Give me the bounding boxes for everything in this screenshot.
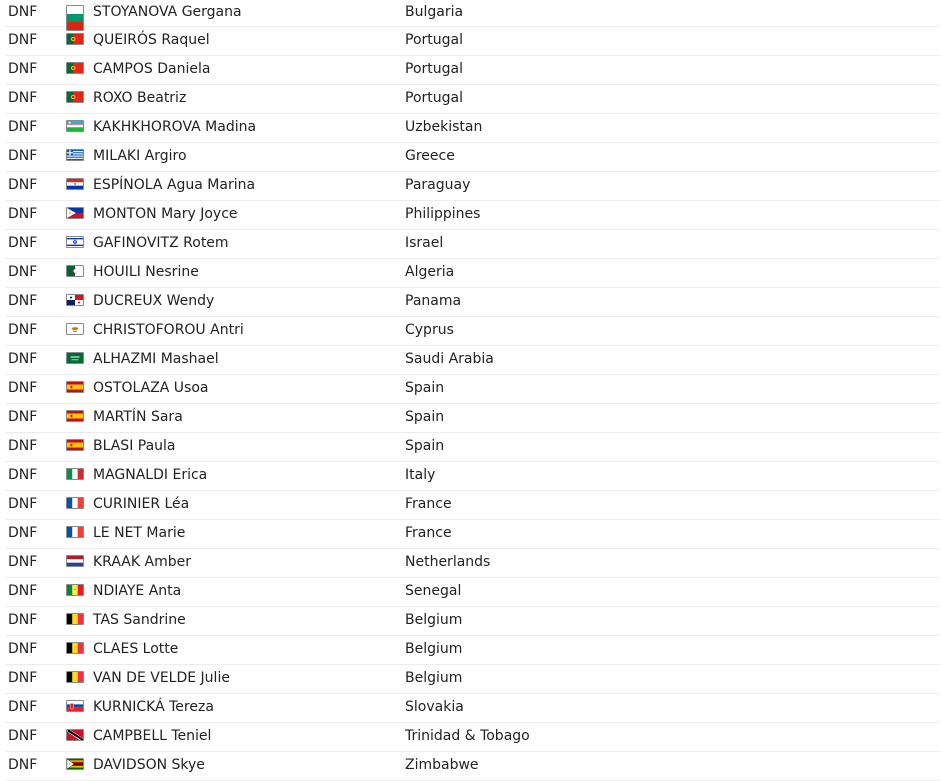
be-flag-icon	[66, 613, 84, 625]
result-position: DNF	[8, 757, 38, 773]
table-row	[6, 375, 940, 404]
fr-flag-icon	[66, 497, 84, 509]
zw-flag-icon	[66, 758, 84, 770]
result-position: DNF	[8, 32, 38, 48]
table-row	[6, 201, 940, 230]
table-row	[6, 491, 940, 520]
table-row	[6, 317, 940, 346]
result-position: DNF	[8, 612, 38, 628]
pt-flag-icon	[66, 91, 84, 103]
table-row	[6, 723, 940, 752]
rider-name-link[interactable]: OSTOLAZA Usoa	[93, 380, 209, 396]
table-row	[6, 607, 940, 636]
table-row	[6, 56, 940, 85]
result-position: DNF	[8, 728, 38, 744]
team-name-link[interactable]: Panama	[405, 293, 462, 309]
result-position: DNF	[8, 670, 38, 686]
team-name-link[interactable]: Paraguay	[405, 177, 471, 193]
result-position: DNF	[8, 525, 38, 541]
rider-name-link[interactable]: QUEIRÓS Raquel	[93, 32, 210, 48]
table-row	[6, 636, 940, 665]
table-row	[6, 549, 940, 578]
rider-name-link[interactable]: CURINIER Léa	[93, 496, 190, 512]
rider-name-link[interactable]: ALHAZMI Mashael	[93, 351, 219, 367]
team-name-link[interactable]: Philippines	[405, 206, 481, 222]
team-name-link[interactable]: France	[405, 525, 452, 541]
team-name-link[interactable]: Algeria	[405, 264, 455, 280]
team-name-link[interactable]: Israel	[405, 235, 444, 251]
result-position: DNF	[8, 177, 38, 193]
table-row	[6, 172, 940, 201]
it-flag-icon	[66, 468, 84, 480]
team-name-link[interactable]: Belgium	[405, 612, 463, 628]
rider-name-link[interactable]: MARTÍN Sara	[93, 409, 183, 425]
sk-flag-icon	[66, 700, 84, 712]
result-position: DNF	[8, 235, 38, 251]
dz-flag-icon	[66, 265, 84, 277]
uz-flag-icon	[66, 120, 84, 132]
result-position: DNF	[8, 90, 38, 106]
result-position: DNF	[8, 61, 38, 77]
team-name-link[interactable]: Greece	[405, 148, 455, 164]
table-row	[6, 433, 940, 462]
table-row	[6, 85, 940, 114]
table-row	[6, 27, 940, 56]
team-name-link[interactable]: Spain	[405, 409, 445, 425]
es-flag-icon	[66, 410, 84, 422]
rider-name-link[interactable]: TAS Sandrine	[93, 612, 186, 628]
result-position: DNF	[8, 496, 38, 512]
pa-flag-icon	[66, 294, 84, 306]
team-name-link[interactable]: Portugal	[405, 32, 463, 48]
rider-name-link[interactable]: ESPÍNOLA Agua Marina	[93, 177, 256, 193]
table-row	[6, 694, 940, 723]
team-name-link[interactable]: Portugal	[405, 61, 463, 77]
result-position: DNF	[8, 438, 38, 454]
table-row	[6, 114, 940, 143]
result-position: DNF	[8, 641, 38, 657]
rider-name-link[interactable]: DAVIDSON Skye	[93, 757, 205, 773]
team-name-link[interactable]: Spain	[405, 438, 445, 454]
table-row	[6, 404, 940, 433]
result-position: DNF	[8, 699, 38, 715]
sn-flag-icon	[66, 584, 84, 596]
table-row	[6, 143, 940, 172]
result-position: DNF	[8, 351, 38, 367]
result-position: DNF	[8, 206, 38, 222]
tt-flag-icon	[66, 729, 84, 741]
table-row	[6, 462, 940, 491]
rider-name-link[interactable]: NDIAYE Anta	[93, 583, 182, 599]
team-name-link[interactable]: Uzbekistan	[405, 119, 483, 135]
rider-name-link[interactable]: VAN DE VELDE Julie	[93, 670, 230, 686]
pt-flag-icon	[66, 62, 84, 74]
rider-name-link[interactable]: GAFINOVITZ Rotem	[93, 235, 229, 251]
rider-name-link[interactable]: MILAKI Argiro	[93, 148, 187, 164]
result-position: DNF	[8, 583, 38, 599]
rider-name-link[interactable]: ROXO Beatriz	[93, 90, 187, 106]
cy-flag-icon	[66, 323, 84, 335]
result-position: DNF	[8, 409, 38, 425]
py-flag-icon	[66, 178, 84, 190]
rider-name-link[interactable]: MONTON Mary Joyce	[93, 206, 238, 222]
team-name-link[interactable]: Portugal	[405, 90, 463, 106]
result-position: DNF	[8, 293, 38, 309]
team-name-link[interactable]: Slovakia	[405, 699, 464, 715]
result-position: DNF	[8, 4, 38, 20]
team-name-link[interactable]: France	[405, 496, 452, 512]
team-name-link[interactable]: Zimbabwe	[405, 757, 479, 773]
team-name-link[interactable]: Bulgaria	[405, 4, 464, 20]
result-position: DNF	[8, 322, 38, 338]
rider-name-link[interactable]: CHRISTOFOROU Antri	[93, 322, 244, 338]
gr-flag-icon	[66, 149, 84, 161]
result-position: DNF	[8, 148, 38, 164]
rider-name-link[interactable]: KURNICKÁ Tereza	[93, 699, 214, 715]
rider-name-link[interactable]: BLASI Paula	[93, 438, 176, 454]
rider-name-link[interactable]: HOUILI Nesrine	[93, 264, 199, 280]
team-name-link[interactable]: Netherlands	[405, 554, 491, 570]
table-row	[6, 520, 940, 549]
result-position: DNF	[8, 467, 38, 483]
rider-name-link[interactable]: MAGNALDI Erica	[93, 467, 208, 483]
table-row	[6, 288, 940, 317]
table-row	[6, 665, 940, 694]
team-name-link[interactable]: Cyprus	[405, 322, 454, 338]
rider-name-link[interactable]: CLAES Lotte	[93, 641, 179, 657]
team-name-link[interactable]: Senegal	[405, 583, 462, 599]
result-position: DNF	[8, 119, 38, 135]
be-flag-icon	[66, 671, 84, 683]
result-position: DNF	[8, 554, 38, 570]
table-row	[6, 259, 940, 288]
rider-name-link[interactable]: CAMPOS Daniela	[93, 61, 211, 77]
team-name-link[interactable]: Spain	[405, 380, 445, 396]
team-name-link[interactable]: Saudi Arabia	[405, 351, 494, 367]
rider-name-link[interactable]: KAKHKHOROVA Madina	[93, 119, 257, 135]
table-row	[6, 578, 940, 607]
table-row	[6, 230, 940, 259]
result-position: DNF	[8, 380, 38, 396]
team-name-link[interactable]: Italy	[405, 467, 436, 483]
rider-name-link[interactable]: STOYANOVA Gergana	[93, 4, 242, 20]
es-flag-icon	[66, 439, 84, 451]
fr-flag-icon	[66, 526, 84, 538]
pt-flag-icon	[66, 33, 84, 45]
rider-name-link[interactable]: DUCREUX Wendy	[93, 293, 215, 309]
team-name-link[interactable]: Belgium	[405, 670, 463, 686]
table-row	[6, 0, 940, 27]
be-flag-icon	[66, 642, 84, 654]
rider-name-link[interactable]: KRAAK Amber	[93, 554, 191, 570]
rider-name-link[interactable]: CAMPBELL Teniel	[93, 728, 212, 744]
result-position: DNF	[8, 264, 38, 280]
rider-name-link[interactable]: LE NET Marie	[93, 525, 186, 541]
sa-flag-icon	[66, 352, 84, 364]
team-name-link[interactable]: Belgium	[405, 641, 463, 657]
table-row	[6, 346, 940, 375]
nl-flag-icon	[66, 555, 84, 567]
il-flag-icon	[66, 236, 84, 248]
ph-flag-icon	[66, 207, 84, 219]
team-name-link[interactable]: Trinidad & Tobago	[405, 728, 530, 744]
es-flag-icon	[66, 381, 84, 393]
